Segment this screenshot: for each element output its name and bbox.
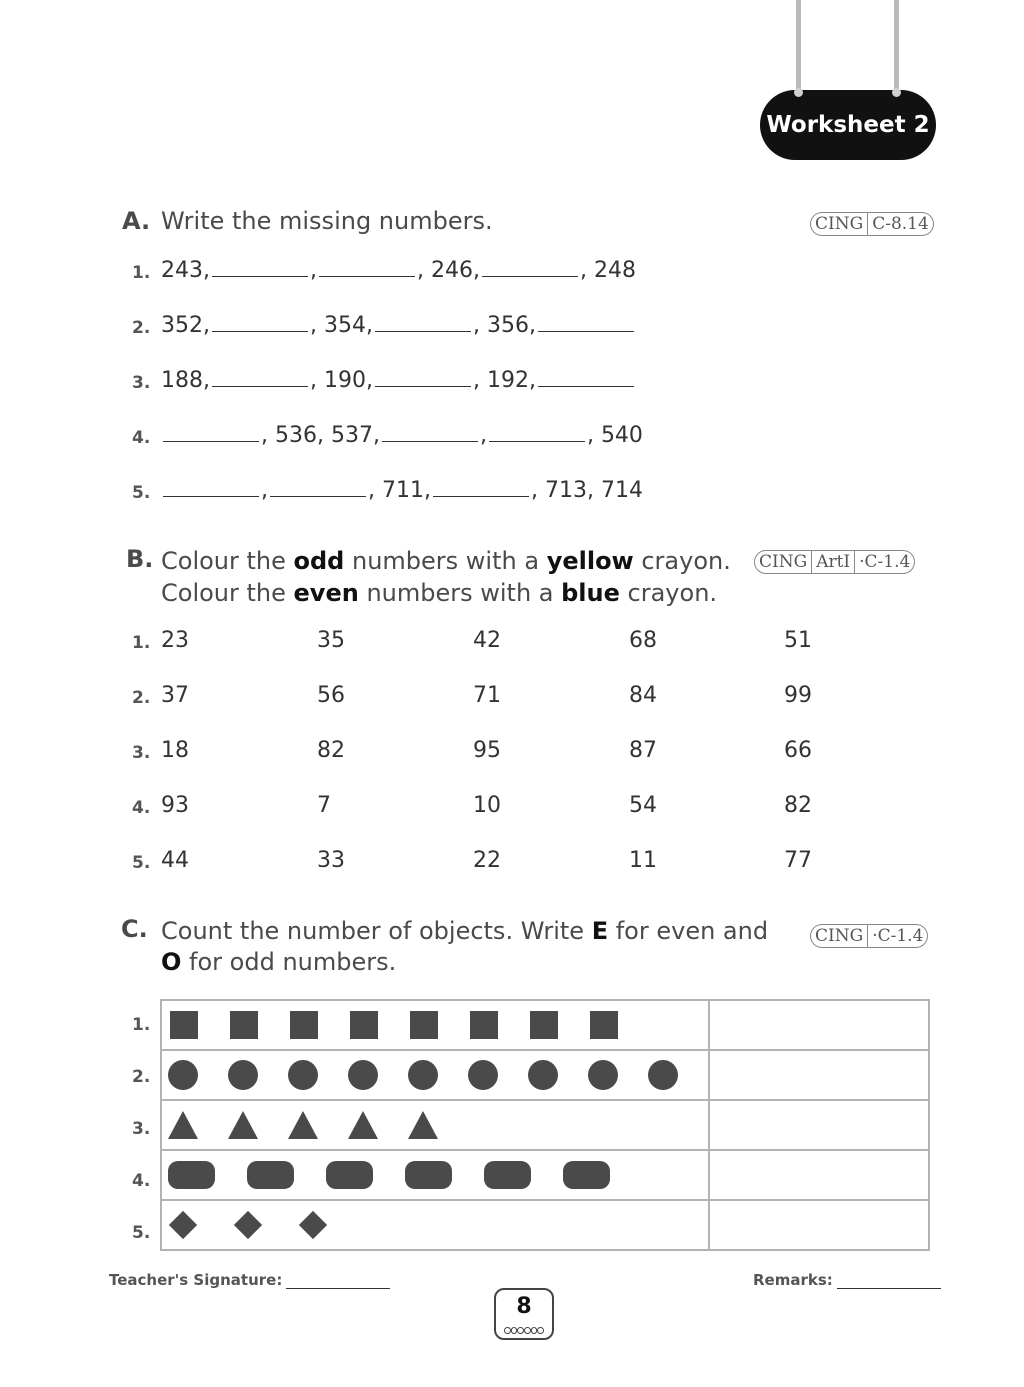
badge-dot-icon bbox=[794, 88, 803, 97]
number-to-colour[interactable]: 99 bbox=[784, 683, 812, 708]
number-sequence-row bbox=[161, 313, 636, 338]
sequence-text: , bbox=[309, 258, 317, 283]
page-number-box bbox=[494, 1288, 554, 1340]
teacher-signature bbox=[109, 1271, 390, 1289]
number-to-colour[interactable]: 33 bbox=[317, 848, 345, 873]
shapes-cell bbox=[161, 1100, 709, 1150]
remarks-label: Remarks: bbox=[753, 1271, 833, 1289]
item-number: 1. bbox=[132, 263, 151, 283]
section-a-tag bbox=[810, 212, 934, 236]
item-number: 5. bbox=[132, 483, 151, 503]
number-to-colour[interactable]: 87 bbox=[629, 738, 657, 763]
number-to-colour[interactable]: 11 bbox=[629, 848, 657, 873]
text: numbers with a bbox=[344, 547, 547, 575]
rounded-rectangle-icon bbox=[247, 1161, 294, 1189]
emphasis: O bbox=[161, 948, 182, 976]
number-to-colour[interactable]: 66 bbox=[784, 738, 812, 763]
sequence-text: , bbox=[479, 423, 487, 448]
rounded-rectangle-icon bbox=[405, 1161, 452, 1189]
circle-icon bbox=[648, 1060, 678, 1090]
answer-blank[interactable] bbox=[489, 440, 585, 442]
section-b-tag bbox=[754, 550, 915, 574]
answer-blank[interactable] bbox=[375, 330, 471, 332]
sequence-text: 188, bbox=[161, 368, 210, 393]
answer-blank[interactable] bbox=[482, 275, 578, 277]
item-number: 4. bbox=[132, 798, 151, 818]
number-sequence-row bbox=[161, 368, 636, 393]
circle-icon bbox=[348, 1060, 378, 1090]
text: crayon. bbox=[619, 579, 718, 607]
teacher-signature-label: Teacher's Signature: bbox=[109, 1271, 283, 1289]
sequence-text: , 354, bbox=[309, 313, 373, 338]
item-number: 2. bbox=[132, 688, 151, 708]
worksheet-badge bbox=[760, 90, 936, 160]
number-to-colour[interactable]: 44 bbox=[161, 848, 189, 873]
number-sequence-row bbox=[161, 258, 636, 283]
sequence-text: , 248 bbox=[579, 258, 636, 283]
diamond-icon bbox=[299, 1211, 327, 1239]
number-to-colour[interactable]: 68 bbox=[629, 628, 657, 653]
item-number: 4. bbox=[132, 1171, 151, 1191]
answer-blank[interactable] bbox=[212, 275, 308, 277]
rounded-rectangle-icon bbox=[326, 1161, 373, 1189]
number-to-colour[interactable]: 95 bbox=[473, 738, 501, 763]
remarks bbox=[753, 1271, 941, 1289]
hanger-left bbox=[796, 0, 801, 100]
number-to-colour[interactable]: 84 bbox=[629, 683, 657, 708]
circle-icon bbox=[168, 1060, 198, 1090]
rounded-rectangle-icon bbox=[168, 1161, 215, 1189]
answer-blank[interactable] bbox=[212, 385, 308, 387]
number-to-colour[interactable]: 37 bbox=[161, 683, 189, 708]
sequence-text: , bbox=[261, 478, 268, 503]
section-c-line2 bbox=[161, 946, 396, 978]
text: Colour the bbox=[161, 579, 294, 607]
number-to-colour[interactable]: 7 bbox=[317, 793, 331, 818]
circle-icon bbox=[228, 1060, 258, 1090]
remarks-line[interactable] bbox=[837, 1287, 941, 1289]
shapes-cell bbox=[161, 1150, 709, 1200]
section-b-line2 bbox=[161, 577, 717, 609]
number-to-colour[interactable]: 71 bbox=[473, 683, 501, 708]
circle-icon bbox=[528, 1060, 558, 1090]
answer-cell[interactable] bbox=[709, 1050, 929, 1100]
answer-blank[interactable] bbox=[538, 385, 634, 387]
tag-part: CING bbox=[811, 213, 868, 235]
number-to-colour[interactable]: 56 bbox=[317, 683, 345, 708]
section-a-letter: A. bbox=[122, 207, 151, 235]
answer-blank[interactable] bbox=[538, 330, 634, 332]
answer-blank[interactable] bbox=[212, 330, 308, 332]
square-icon bbox=[590, 1011, 618, 1039]
square-icon bbox=[170, 1011, 198, 1039]
emphasis: blue bbox=[561, 579, 620, 607]
sequence-text: , 246, bbox=[416, 258, 480, 283]
answer-blank[interactable] bbox=[270, 495, 366, 497]
number-sequence-row bbox=[161, 478, 643, 503]
triangle-icon bbox=[408, 1111, 438, 1139]
item-number: 2. bbox=[132, 318, 151, 338]
rounded-rectangle-icon bbox=[484, 1161, 531, 1189]
item-number: 5. bbox=[132, 853, 151, 873]
sequence-text: , 356, bbox=[472, 313, 536, 338]
table-row bbox=[161, 1200, 929, 1250]
text: numbers with a bbox=[358, 579, 562, 607]
circle-icon bbox=[588, 1060, 618, 1090]
sequence-text: 243, bbox=[161, 258, 210, 283]
section-a-title: Write the missing numbers. bbox=[161, 207, 493, 235]
circle-icon bbox=[468, 1060, 498, 1090]
number-to-colour[interactable]: 18 bbox=[161, 738, 189, 763]
text: for odd numbers. bbox=[181, 948, 397, 976]
sequence-text: 352, bbox=[161, 313, 210, 338]
sequence-text: , 192, bbox=[472, 368, 536, 393]
text: crayon. bbox=[633, 547, 731, 575]
answer-cell[interactable] bbox=[709, 1000, 929, 1050]
worksheet-title: Worksheet 2 bbox=[766, 112, 930, 138]
square-icon bbox=[290, 1011, 318, 1039]
badge-dot-icon bbox=[892, 88, 901, 97]
answer-blank[interactable] bbox=[433, 495, 529, 497]
sequence-text: , 190, bbox=[309, 368, 373, 393]
number-to-colour[interactable]: 82 bbox=[784, 793, 812, 818]
text: for even and bbox=[608, 917, 769, 945]
number-to-colour[interactable]: 22 bbox=[473, 848, 501, 873]
answer-cell[interactable] bbox=[709, 1100, 929, 1150]
answer-blank[interactable] bbox=[163, 440, 259, 442]
triangle-icon bbox=[348, 1111, 378, 1139]
number-to-colour[interactable]: 51 bbox=[784, 628, 812, 653]
number-to-colour[interactable]: 93 bbox=[161, 793, 189, 818]
emphasis: E bbox=[591, 917, 609, 945]
sequence-text: , 536, 537, bbox=[261, 423, 380, 448]
emphasis: odd bbox=[293, 547, 345, 575]
item-number: 1. bbox=[132, 633, 151, 653]
shapes-cell bbox=[161, 1050, 709, 1100]
number-to-colour[interactable]: 77 bbox=[784, 848, 812, 873]
answer-blank[interactable] bbox=[375, 385, 471, 387]
item-number: 3. bbox=[132, 373, 151, 393]
section-b-letter: B. bbox=[126, 545, 154, 573]
tag-part: CING bbox=[755, 551, 812, 573]
answer-blank[interactable] bbox=[382, 440, 478, 442]
square-icon bbox=[410, 1011, 438, 1039]
table-row bbox=[161, 1150, 929, 1200]
tag-part: ·C-1.4 bbox=[859, 552, 911, 572]
item-number: 3. bbox=[132, 1119, 151, 1139]
diamond-icon bbox=[169, 1211, 197, 1239]
square-icon bbox=[530, 1011, 558, 1039]
triangle-icon bbox=[288, 1111, 318, 1139]
tag-part: CING bbox=[811, 925, 868, 947]
text: Count the number of objects. Write bbox=[161, 917, 592, 945]
item-number: 2. bbox=[132, 1067, 151, 1087]
square-icon bbox=[470, 1011, 498, 1039]
sequence-text: , 540 bbox=[586, 423, 643, 448]
answer-blank[interactable] bbox=[163, 495, 259, 497]
section-c-line1 bbox=[161, 915, 768, 947]
table-row bbox=[161, 1000, 929, 1050]
sequence-text: , 713, 714 bbox=[530, 478, 643, 503]
hanger-right bbox=[894, 0, 899, 100]
signature-line[interactable] bbox=[286, 1287, 390, 1289]
emphasis: even bbox=[293, 579, 359, 607]
page-box-dots bbox=[504, 1327, 544, 1334]
answer-cell[interactable] bbox=[709, 1200, 929, 1250]
square-icon bbox=[350, 1011, 378, 1039]
text: Colour the bbox=[161, 547, 294, 575]
shapes-cell bbox=[161, 1200, 709, 1250]
item-number: 4. bbox=[132, 428, 151, 448]
number-to-colour[interactable]: 35 bbox=[317, 628, 345, 653]
emphasis: yellow bbox=[546, 547, 634, 575]
circle-icon bbox=[408, 1060, 438, 1090]
number-to-colour[interactable]: 82 bbox=[317, 738, 345, 763]
table-row bbox=[161, 1050, 929, 1100]
triangle-icon bbox=[168, 1111, 198, 1139]
answer-blank[interactable] bbox=[319, 275, 415, 277]
item-number: 1. bbox=[132, 1015, 151, 1035]
shapes-cell bbox=[161, 1000, 709, 1050]
section-c-tag bbox=[810, 924, 928, 948]
number-to-colour[interactable]: 23 bbox=[161, 628, 189, 653]
page-number: 8 bbox=[516, 1294, 532, 1319]
section-c-letter: C. bbox=[121, 915, 148, 943]
answer-cell[interactable] bbox=[709, 1150, 929, 1200]
diamond-icon bbox=[234, 1211, 262, 1239]
number-sequence-row bbox=[161, 423, 643, 448]
item-number: 3. bbox=[132, 743, 151, 763]
number-to-colour[interactable]: 42 bbox=[473, 628, 501, 653]
section-b-line1 bbox=[161, 545, 731, 577]
tag-part: C-8.14 bbox=[872, 214, 929, 234]
sequence-text: , 711, bbox=[368, 478, 431, 503]
tag-part: ·C-1.4 bbox=[872, 926, 924, 946]
triangle-icon bbox=[228, 1111, 258, 1139]
circle-icon bbox=[288, 1060, 318, 1090]
square-icon bbox=[230, 1011, 258, 1039]
rounded-rectangle-icon bbox=[563, 1161, 610, 1189]
item-number: 5. bbox=[132, 1223, 151, 1243]
number-to-colour[interactable]: 10 bbox=[473, 793, 501, 818]
tag-part: ArtI bbox=[812, 551, 855, 573]
number-to-colour[interactable]: 54 bbox=[629, 793, 657, 818]
table-row bbox=[161, 1100, 929, 1150]
count-table bbox=[160, 999, 930, 1251]
